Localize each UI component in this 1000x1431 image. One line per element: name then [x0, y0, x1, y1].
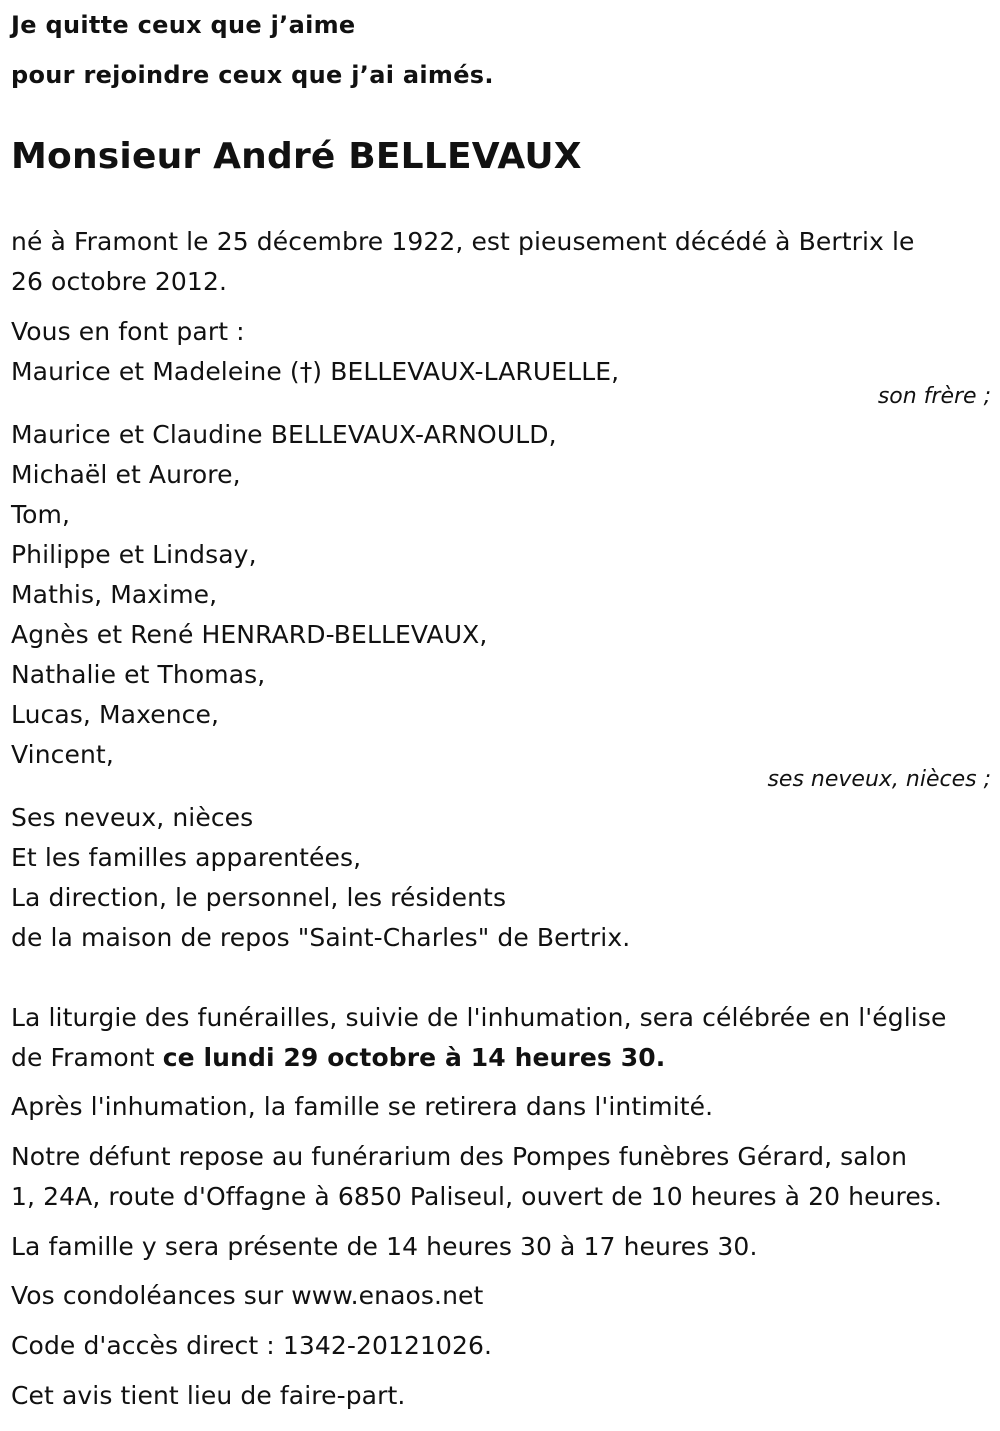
liturgy-date: ce lundi 29 octobre à 14 heures 30.: [162, 1043, 666, 1072]
liturgy-line-2: [11, 1043, 665, 1073]
others-line: La direction, le personnel, les résidents: [11, 883, 507, 912]
nephew-line: Tom,: [11, 500, 71, 529]
others-line: de la maison de repos "Saint-Charles" de Bertrix.: [11, 923, 631, 952]
epigraph-line-2: pour rejoindre ceux que j’ai aimés.: [11, 61, 494, 89]
nephew-line: Philippe et Lindsay,: [11, 540, 257, 569]
nephew-line: Agnès et René HENRARD-BELLEVAUX,: [11, 620, 488, 649]
nephew-line: Mathis, Maxime,: [11, 580, 218, 609]
family-presence: La famille y sera présente de 14 heures 30 à 17 heures 30.: [11, 1232, 758, 1261]
liturgy-place: de Framont: [11, 1043, 163, 1072]
brother-role: son frère ;: [877, 384, 991, 409]
liturgy-line-1: La liturgie des funérailles, suivie de l'inhumation, sera célébrée en l'église: [11, 1003, 947, 1032]
birth-death-line-2: 26 octobre 2012.: [11, 267, 227, 296]
nephew-line: Michaël et Aurore,: [11, 460, 241, 489]
others-line: Et les familles apparentées,: [11, 843, 362, 872]
nephews-role: ses neveux, nièces ;: [767, 767, 991, 792]
others-line: Ses neveux, nièces: [11, 803, 254, 832]
nephew-line: Lucas, Maxence,: [11, 700, 220, 729]
nephew-line: Nathalie et Thomas,: [11, 660, 266, 689]
birth-death-line-1: né à Framont le 25 décembre 1922, est pieusement décédé à Bertrix le: [11, 227, 915, 256]
deceased-name: Monsieur André BELLEVAUX: [11, 136, 582, 177]
epigraph-line-1: Je quitte ceux que j’aime: [11, 11, 356, 39]
notice-statement: Cet avis tient lieu de faire-part.: [11, 1381, 406, 1410]
rest-line-2: 1, 24A, route d'Offagne à 6850 Paliseul, ouvert de 10 heures à 20 heures.: [11, 1182, 943, 1211]
rest-line-1: Notre défunt repose au funérarium des Pompes funèbres Gérard, salon: [11, 1142, 908, 1171]
nephew-line: Maurice et Claudine BELLEVAUX-ARNOULD,: [11, 420, 557, 449]
after-burial: Après l'inhumation, la famille se retirera dans l'intimité.: [11, 1092, 714, 1121]
condolences: Vos condoléances sur www.enaos.net: [11, 1281, 484, 1310]
access-code: Code d'accès direct : 1342-20121026.: [11, 1331, 493, 1360]
obituary-notice: [11, 0, 991, 1431]
family-brother: Maurice et Madeleine (†) BELLEVAUX-LARUELLE,: [11, 357, 620, 386]
nephew-line: Vincent,: [11, 740, 114, 769]
family-intro: Vous en font part :: [11, 317, 245, 346]
